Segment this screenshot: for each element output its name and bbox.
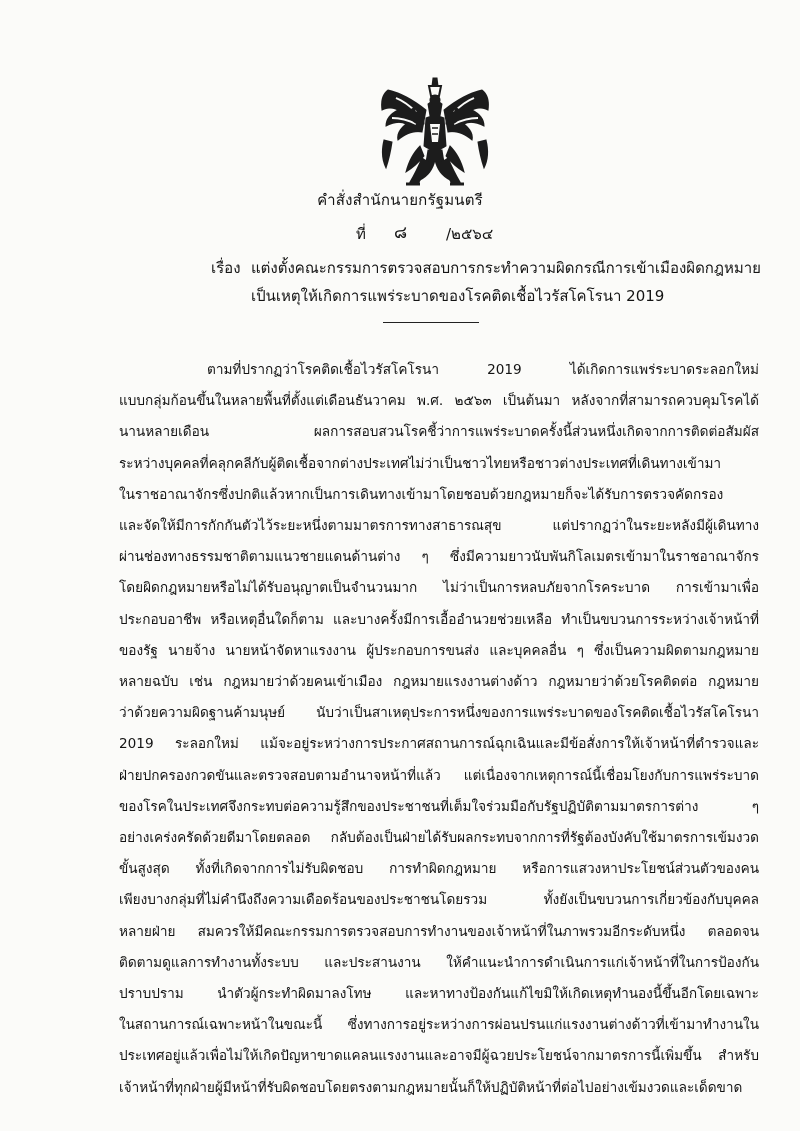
body-line: ประกอบอาชีพ หรือเหตุอื่นใดก็ตาม และบางครั้งมีการเอื้ออำนวยช่วยเหลือ ทำเป็นขบวนการระหว่างเจ้าหน้าที่: [119, 611, 759, 628]
body-line: ในสถานการณ์เฉพาะหน้าในขณะนี้ ซึ่งทางการอยู่ระหว่างการผ่อนปรนแก่แรงงานต่างด้าวที่เข้ามาทำงานใน: [119, 1017, 759, 1034]
body-line: ขั้นสูงสุด ทั้งที่เกิดจากการไม่รับผิดชอบ การทำผิดกฎหมาย หรือการแสวงหาประโยชน์ส่วนตัวของคน: [119, 861, 759, 878]
body-line: หลายฉบับ เช่น กฎหมายว่าด้วยคนเข้าเมือง กฎหมายแรงงานต่างด้าว กฎหมายว่าด้วยโรคติดต่อ กฎหมาย: [119, 674, 759, 690]
order-issuer: คำสั่งสำนักนายกรัฐมนตรี: [317, 191, 483, 209]
body-line: และจัดให้มีการกักกันตัวไว้ระยะหนึ่งตามมาตรการทางสาธารณสุข แต่ปรากฏว่าในระยะหลังมีผู้เดินทาง: [119, 518, 759, 534]
body-line: อย่างเคร่งครัดด้วยดีมาโดยตลอด กลับต้องเป็นฝ่ายได้รับผลกระทบจากการที่รัฐต้องบังคับใช้มาตรการเข้มงวด: [119, 830, 759, 846]
body-line: ตามที่ปรากฏว่าโรคติดเชื้อไวรัสโคโรนา 2019 ได้เกิดการแพร่ระบาดระลอกใหม่: [207, 362, 759, 378]
body-line: นานหลายเดือน ผลการสอบสวนโรคชี้ว่าการแพร่ระบาดครั้งนี้ส่วนหนึ่งเกิดจากการติดต่อสัมผัส: [119, 424, 759, 441]
body-line: ของโรคในประเทศจึงกระทบต่อความรู้สึกของประชาชนที่เต็มใจร่วมมือกับรัฐปฏิบัติตามมาตรการต่าง ๆ: [119, 798, 759, 815]
body-line: ปราบปราม นำตัวผู้กระทำผิดมาลงโทษ และหาทางป้องกันแก้ไขมิให้เกิดเหตุทำนองนี้ขึ้นอีกโดยเฉพาะ: [119, 986, 759, 1002]
order-year: /๒๕๖๔: [446, 225, 494, 243]
garuda-emblem-icon: [376, 76, 494, 192]
body-line: ประเทศอยู่แล้วเพื่อไม่ให้เกิดปัญหาขาดแคลนแรงงานและอาจมีผู้ฉวยประโยชน์จากมาตรการนี้เพิ่มขึ้น สำหรับ: [119, 1048, 759, 1065]
body-line: ฝ่ายปกครองกวดขันและตรวจสอบตามอำนาจหน้าที่แล้ว แต่เนื่องจากเหตุการณ์นี้เชื่อมโยงกับการแพร่ระบาด: [119, 767, 759, 784]
order-number-value: ๘: [394, 223, 408, 243]
subject-label: เรื่อง: [211, 259, 241, 277]
body-line: ติดตามดูแลการทำงานทั้งระบบ และประสานงาน ให้คำแนะนำการดำเนินการแก่เจ้าหน้าที่ในการป้องกัน: [119, 954, 759, 971]
subject-line-2: เป็นเหตุให้เกิดการแพร่ระบาดของโรคติดเชื้อไวรัสโคโรนา 2019: [251, 287, 665, 305]
order-number-label: ที่: [356, 225, 366, 243]
body-line: โดยผิดกฎหมายหรือไม่ได้รับอนุญาตเป็นจำนวนมาก ไม่ว่าเป็นการหลบภัยจากโรคระบาด การเข้ามาเพื่อ: [119, 580, 759, 597]
subject-line-1: แต่งตั้งคณะกรรมการตรวจสอบการกระทำความผิดกรณีการเข้าเมืองผิดกฎหมาย: [251, 259, 761, 277]
body-line: ของรัฐ นายจ้าง นายหน้าจัดหาแรงงาน ผู้ประกอบการขนส่ง และบุคคลอื่น ๆ ซึ่งเป็นความผิดตามกฎหมาย: [119, 642, 759, 659]
divider-line: [383, 322, 479, 323]
body-line: เจ้าหน้าที่ทุกฝ่ายผู้มีหน้าที่รับผิดชอบโดยตรงตามกฎหมายนั้นก็ให้ปฏิบัติหน้าที่ต่อไปอย่างเข้มงวดและเด็ดขาด: [119, 1079, 743, 1096]
body-line: เพียงบางกลุ่มที่ไม่คำนึงถึงความเดือดร้อนของประชาชนโดยรวม ทั้งยังเป็นขบวนการเกี่ยวข้องกับบุคคล: [119, 892, 759, 909]
body-line: ในราชอาณาจักรซึ่งปกติแล้วหากเป็นการเดินทางเข้ามาโดยชอบด้วยกฎหมายก็จะได้รับการตรวจคัดกรอง: [119, 486, 724, 503]
body-line: แบบกลุ่มก้อนขึ้นในหลายพื้นที่ตั้งแต่เดือนธันวาคม พ.ศ. ๒๕๖๓ เป็นต้นมา หลังจากที่สามารถควบคุมโรคได้: [119, 393, 759, 410]
body-line: ระหว่างบุคคลที่คลุกคลีกับผู้ติดเชื้อจากต่างประเทศไม่ว่าเป็นชาวไทยหรือชาวต่างประเทศที่เดินทางเข้ามา: [119, 455, 722, 472]
body-line: 2019 ระลอกใหม่ แม้จะอยู่ระหว่างการประกาศสถานการณ์ฉุกเฉินและมีข้อสั่งการให้เจ้าหน้าที่ตำรวจและ: [119, 736, 759, 753]
body-line: ผ่านช่องทางธรรมชาติตามแนวชายแดนด้านต่าง ๆ ซึ่งมีความยาวนับพันกิโลเมตรเข้ามาในราชอาณาจักร: [119, 549, 759, 566]
body-line: ว่าด้วยความผิดฐานค้ามนุษย์ นับว่าเป็นสาเหตุประการหนึ่งของการแพร่ระบาดของโรคติดเชื้อไวรัสโคโรนา: [119, 705, 759, 722]
body-line: หลายฝ่าย สมควรให้มีคณะกรรมการตรวจสอบการทำงานของเจ้าหน้าที่ในภาพรวมอีกระดับหนึ่ง ตลอดจน: [119, 923, 759, 940]
